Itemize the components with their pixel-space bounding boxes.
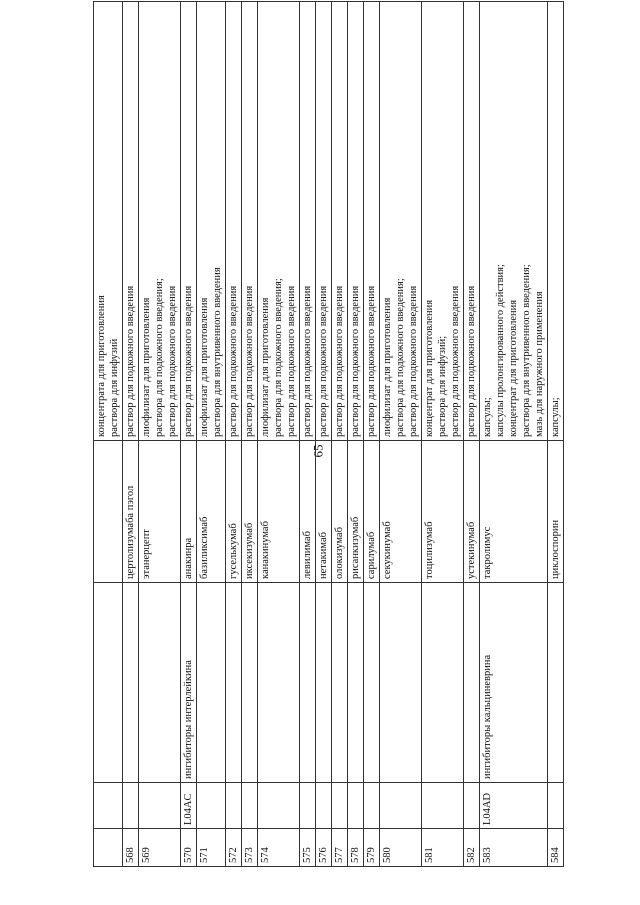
table-row bbox=[480, 2, 548, 867]
dosage-forms bbox=[258, 2, 300, 441]
row-number: 579 bbox=[364, 829, 380, 867]
dosage-forms bbox=[181, 2, 197, 441]
dosage-forms bbox=[422, 2, 464, 441]
dosage-form-line: раствор для подкожного введения bbox=[302, 285, 313, 437]
row-number: 574 bbox=[258, 829, 300, 867]
drug-name: такролимус bbox=[480, 441, 548, 583]
dosage-form-line: мазь для наружного применения bbox=[534, 291, 545, 437]
table-row bbox=[94, 2, 123, 867]
drug-name: нетакимаб bbox=[316, 441, 332, 583]
table-row bbox=[123, 2, 139, 867]
drug-table bbox=[93, 1, 564, 867]
table-row bbox=[348, 2, 364, 867]
dosage-form-line: раствора для подкожного введения; bbox=[395, 278, 406, 437]
drug-name: иксекизумаб bbox=[242, 441, 258, 583]
atc-code bbox=[422, 783, 464, 829]
dosage-form-line: концентрата для приготовления bbox=[96, 295, 107, 437]
drug-group bbox=[380, 583, 422, 783]
dosage-form-line: раствор для подкожного введения bbox=[318, 285, 329, 437]
dosage-forms bbox=[464, 2, 480, 441]
atc-code bbox=[364, 783, 380, 829]
drug-name: сарилумаб bbox=[364, 441, 380, 583]
row-number: 577 bbox=[332, 829, 348, 867]
dosage-form-line: раствора для внутривенного введения; bbox=[521, 264, 532, 437]
dosage-forms bbox=[226, 2, 242, 441]
page-number: 65 bbox=[310, 444, 326, 458]
drug-group bbox=[464, 583, 480, 783]
drug-group bbox=[364, 583, 380, 783]
atc-code bbox=[332, 783, 348, 829]
drug-group: ингибиторы интерлейкина bbox=[181, 583, 197, 783]
dosage-forms bbox=[139, 2, 181, 441]
dosage-form-line: раствора для инфузий bbox=[109, 338, 120, 437]
atc-code bbox=[548, 783, 564, 829]
drug-group bbox=[258, 583, 300, 783]
atc-code bbox=[300, 783, 316, 829]
drug-name bbox=[94, 441, 123, 583]
atc-code bbox=[226, 783, 242, 829]
dosage-form-line: раствор для подкожного введения bbox=[466, 285, 477, 437]
drug-name: канакинумаб bbox=[258, 441, 300, 583]
table-row bbox=[181, 2, 197, 867]
table-row bbox=[548, 2, 564, 867]
drug-group bbox=[94, 583, 123, 783]
drug-group bbox=[348, 583, 364, 783]
dosage-form-line: капсулы; bbox=[550, 397, 561, 437]
row-number: 584 bbox=[548, 829, 564, 867]
table-row bbox=[300, 2, 316, 867]
dosage-form-line: раствор для подкожного введения bbox=[334, 285, 345, 437]
dosage-forms bbox=[123, 2, 139, 441]
dosage-forms bbox=[548, 2, 564, 441]
dosage-forms bbox=[480, 2, 548, 441]
row-number: 582 bbox=[464, 829, 480, 867]
dosage-forms bbox=[242, 2, 258, 441]
table-row bbox=[139, 2, 181, 867]
dosage-form-line: раствор для подкожного введения bbox=[228, 285, 239, 437]
drug-name: анакинра bbox=[181, 441, 197, 583]
dosage-form-line: раствор для подкожного введения bbox=[286, 285, 297, 437]
atc-code bbox=[123, 783, 139, 829]
table-row bbox=[258, 2, 300, 867]
dosage-form-line: капсулы пролонгированного действия; bbox=[495, 264, 506, 437]
drug-group bbox=[242, 583, 258, 783]
rotated-page bbox=[0, 40, 640, 905]
drug-group bbox=[422, 583, 464, 783]
dosage-form-line: раствор для подкожного введения bbox=[183, 285, 194, 437]
drug-group bbox=[139, 583, 181, 783]
dosage-form-line: раствора для инфузий; bbox=[437, 335, 448, 437]
dosage-form-line: раствор для подкожного введения bbox=[366, 285, 377, 437]
table-row bbox=[422, 2, 464, 867]
row-number: 573 bbox=[242, 829, 258, 867]
atc-code bbox=[258, 783, 300, 829]
dosage-form-line: раствор для подкожного введения bbox=[350, 285, 361, 437]
row-number: 570 bbox=[181, 829, 197, 867]
table-row bbox=[226, 2, 242, 867]
dosage-forms bbox=[380, 2, 422, 441]
row-number: 580 bbox=[380, 829, 422, 867]
row-number: 581 bbox=[422, 829, 464, 867]
dosage-form-line: концентрат для приготовления bbox=[508, 299, 519, 437]
dosage-forms bbox=[197, 2, 226, 441]
atc-code bbox=[464, 783, 480, 829]
dosage-forms bbox=[332, 2, 348, 441]
drug-group bbox=[226, 583, 242, 783]
table-row bbox=[316, 2, 332, 867]
drug-group bbox=[548, 583, 564, 783]
drug-name: левилимаб bbox=[300, 441, 316, 583]
drug-name: базиликсимаб bbox=[197, 441, 226, 583]
dosage-forms bbox=[316, 2, 332, 441]
drug-group bbox=[197, 583, 226, 783]
drug-name: цертолизумаба пэгол bbox=[123, 441, 139, 583]
dosage-form-line: капсулы; bbox=[482, 397, 493, 437]
drug-group bbox=[300, 583, 316, 783]
atc-code: L04AC bbox=[181, 783, 197, 829]
drug-name: олокизумаб bbox=[332, 441, 348, 583]
drug-group bbox=[332, 583, 348, 783]
dosage-form-line: раствор для подкожного введения bbox=[408, 285, 419, 437]
atc-code bbox=[316, 783, 332, 829]
dosage-form-line: раствор для подкожного введения bbox=[167, 285, 178, 437]
drug-group bbox=[316, 583, 332, 783]
row-number: 569 bbox=[139, 829, 181, 867]
drug-name: циклоспорин bbox=[548, 441, 564, 583]
atc-code bbox=[348, 783, 364, 829]
dosage-form-line: концентрат для приготовления bbox=[424, 299, 435, 437]
drug-name: тоцилизумаб bbox=[422, 441, 464, 583]
dosage-form-line: лиофилизат для приготовления bbox=[199, 297, 210, 437]
atc-code bbox=[94, 783, 123, 829]
atc-code bbox=[197, 783, 226, 829]
row-number bbox=[94, 829, 123, 867]
dosage-forms bbox=[348, 2, 364, 441]
dosage-form-line: лиофилизат для приготовления bbox=[260, 297, 271, 437]
dosage-form-line: лиофилизат для приготовления bbox=[141, 297, 152, 437]
dosage-form-line: раствора для подкожного введения; bbox=[273, 278, 284, 437]
table-row bbox=[364, 2, 380, 867]
dosage-form-line: лиофилизат для приготовления bbox=[382, 297, 393, 437]
dosage-form-line: раствор для подкожного введения bbox=[244, 285, 255, 437]
atc-code bbox=[242, 783, 258, 829]
drug-group: ингибиторы кальциневрина bbox=[480, 583, 548, 783]
atc-code bbox=[139, 783, 181, 829]
row-number: 583 bbox=[480, 829, 548, 867]
table-row bbox=[242, 2, 258, 867]
row-number: 575 bbox=[300, 829, 316, 867]
row-number: 568 bbox=[123, 829, 139, 867]
drug-name: этанерцепт bbox=[139, 441, 181, 583]
drug-name: устекинумаб bbox=[464, 441, 480, 583]
row-number: 571 bbox=[197, 829, 226, 867]
table-row bbox=[464, 2, 480, 867]
dosage-form-line: раствора для внутривенного введения bbox=[212, 267, 223, 437]
table-row bbox=[380, 2, 422, 867]
drug-group bbox=[123, 583, 139, 783]
dosage-forms bbox=[364, 2, 380, 441]
row-number: 578 bbox=[348, 829, 364, 867]
drug-name: гуселькумаб bbox=[226, 441, 242, 583]
dosage-forms bbox=[300, 2, 316, 441]
table-row bbox=[197, 2, 226, 867]
dosage-form-line: раствора для подкожного введения; bbox=[154, 278, 165, 437]
drug-name: секукинумаб bbox=[380, 441, 422, 583]
dosage-form-line: раствор для подкожного введения bbox=[125, 285, 136, 437]
row-number: 576 bbox=[316, 829, 332, 867]
dosage-forms bbox=[94, 2, 123, 441]
dosage-form-line: раствор для подкожного введения bbox=[450, 285, 461, 437]
row-number: 572 bbox=[226, 829, 242, 867]
table-row bbox=[332, 2, 348, 867]
atc-code: L04AD bbox=[480, 783, 548, 829]
atc-code bbox=[380, 783, 422, 829]
drug-name: рисанкизумаб bbox=[348, 441, 364, 583]
